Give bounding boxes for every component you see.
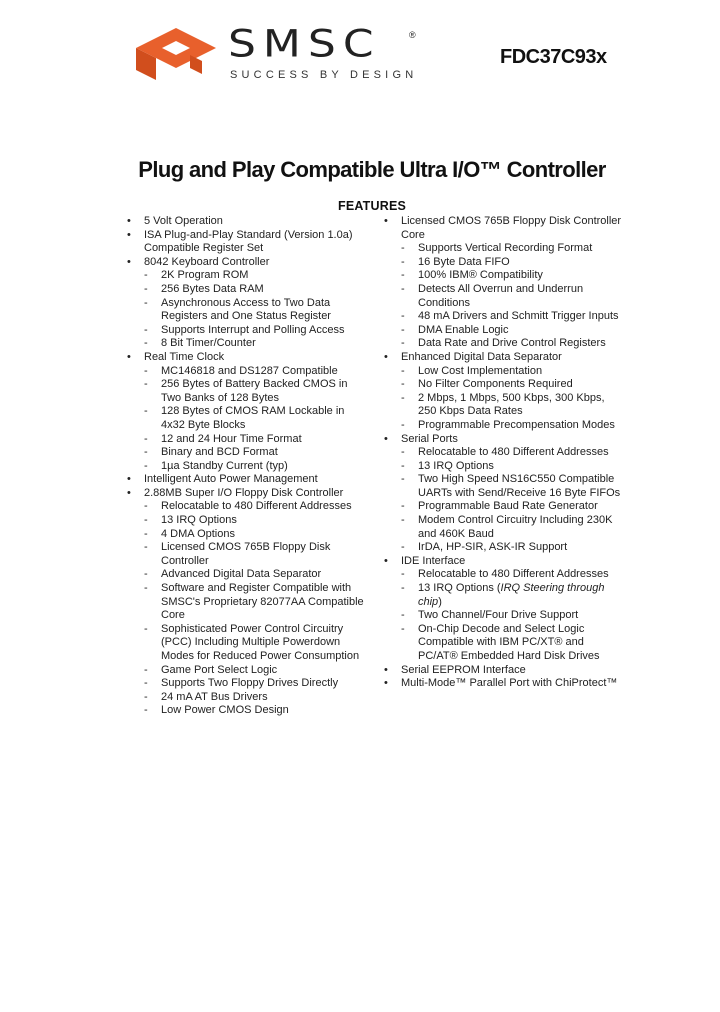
feature-subitem: - Game Port Select Logic (144, 663, 278, 676)
smsc-logo-icon (136, 28, 216, 84)
feature-item: • 2.88MB Super I/O Floppy Disk Controller (127, 486, 344, 499)
feature-subitem: - IrDA, HP-SIR, ASK-IR Support (401, 541, 568, 554)
feature-subitem: - Asynchronous Access to Two Data Registers and One Status Register (144, 296, 331, 323)
feature-subitem: - Programmable Precompensation Modes (401, 418, 615, 431)
feature-subitem: - Supports Interrupt and Polling Access (144, 323, 345, 336)
feature-item: • Serial EEPROM Interface (384, 663, 526, 676)
feature-subitem: - Data Rate and Drive Control Registers (401, 337, 606, 350)
feature-subitem: - 16 Byte Data FIFO (401, 255, 510, 268)
feature-subitem: - 256 Bytes of Battery Backed CMOS in Two Banks of 128 Bytes (144, 378, 348, 404)
feature-subitem: - 100% IBM® Compatibility (401, 269, 543, 282)
feature-subitem: - Relocatable to 480 Different Addresses (401, 446, 609, 459)
feature-item: • 8042 Keyboard Controller (127, 255, 270, 268)
feature-subitem: - Software and Register Compatible with SMSC's Proprietary 82077AA Compatible Core (144, 582, 364, 622)
feature-item: • IDE Interface (384, 554, 466, 567)
feature-subitem: - Relocatable to 480 Different Addresses (144, 500, 352, 513)
feature-item: • Intelligent Auto Power Management (127, 473, 318, 486)
feature-subitem: - 128 Bytes of CMOS RAM Lockable in 4x32 Byte Blocks (144, 405, 345, 431)
feature-subitem: - Two Channel/Four Drive Support (401, 609, 579, 622)
feature-subitem: - Low Cost Implementation (401, 364, 543, 377)
feature-subitem: - 24 mA AT Bus Drivers (144, 690, 268, 703)
feature-subitem: - Detects All Overrun and Underrun Conditions (401, 282, 584, 309)
feature-subitem: - On-Chip Decode and Select Logic Compatible with IBM PC/XT® and PC/AT® Embedded Hard Disk Drives (401, 622, 600, 662)
feature-subitem: - Relocatable to 480 Different Addresses (401, 568, 609, 581)
feature-subitem: - 2 Mbps, 1 Mbps, 500 Kbps, 300 Kbps, 250 Kbps Data Rates (401, 391, 605, 418)
feature-item: • ISA Plug-and-Play Standard (Version 1.0a) Compatible Register Set (127, 228, 353, 255)
feature-subitem: - DMA Enable Logic (401, 323, 509, 336)
feature-item: • Real Time Clock (127, 350, 225, 363)
feature-subitem: - 12 and 24 Hour Time Format (144, 432, 302, 445)
features-right-column (384, 215, 624, 691)
features-heading: FEATURES (338, 199, 407, 213)
feature-item: • 5 Volt Operation (127, 215, 223, 227)
feature-item: • Multi-Mode™ Parallel Port with ChiProtect™ (384, 677, 618, 690)
feature-subitem: - Sophisticated Power Control Circuitry (PCC) Including Multiple Powerdown Modes for Reduced Power Consumption (144, 622, 360, 662)
registered-mark: ® (409, 30, 416, 40)
feature-subitem: - Modem Control Circuitry Including 230K and 460K Baud (401, 514, 613, 540)
feature-subitem: - 4 DMA Options (144, 527, 235, 540)
feature-subitem: - 48 mA Drivers and Schmitt Trigger Inputs (401, 310, 619, 323)
feature-subitem: - No Filter Components Required (401, 378, 573, 391)
feature-subitem: - 13 IRQ Options (401, 459, 494, 472)
feature-subitem: - Programmable Baud Rate Generator (401, 500, 598, 513)
part-number: FDC37C93x (500, 46, 607, 68)
feature-subitem: - Two High Speed NS16C550 Compatible UARTs with Send/Receive 16 Byte FIFOs (401, 473, 621, 499)
feature-subitem: - Licensed CMOS 765B Floppy Disk Controller (144, 541, 331, 567)
tagline: SUCCESS BY DESIGN (230, 69, 418, 81)
feature-subitem: - Supports Two Floppy Drives Directly (144, 677, 339, 690)
features-left-column (127, 215, 367, 718)
feature-item: • Enhanced Digital Data Separator (384, 350, 562, 363)
feature-item: • Licensed CMOS 765B Floppy Disk Controller Core (384, 215, 622, 241)
feature-subitem: - 2K Program ROM (144, 269, 249, 282)
document-title: Plug and Play Compatible Ultra I/O™ Controller (138, 157, 606, 182)
feature-subitem: - 1µa Standby Current (typ) (144, 459, 288, 472)
feature-subitem: - MC146818 and DS1287 Compatible (144, 364, 338, 377)
feature-subitem: - Advanced Digital Data Separator (144, 568, 322, 581)
feature-subitem: - Binary and BCD Format (144, 446, 278, 459)
feature-item: • Serial Ports (384, 432, 458, 445)
feature-subitem: - 8 Bit Timer/Counter (144, 337, 256, 350)
feature-subitem: - 13 IRQ Options (144, 514, 237, 527)
feature-subitem: - Supports Vertical Recording Format (401, 242, 593, 255)
brand-name: SMSC (228, 22, 381, 66)
feature-subitem: - 13 IRQ Options (IRQ Steering through chip) (401, 582, 605, 608)
feature-subitem: - Low Power CMOS Design (144, 704, 289, 717)
feature-subitem: - 256 Bytes Data RAM (144, 282, 264, 295)
